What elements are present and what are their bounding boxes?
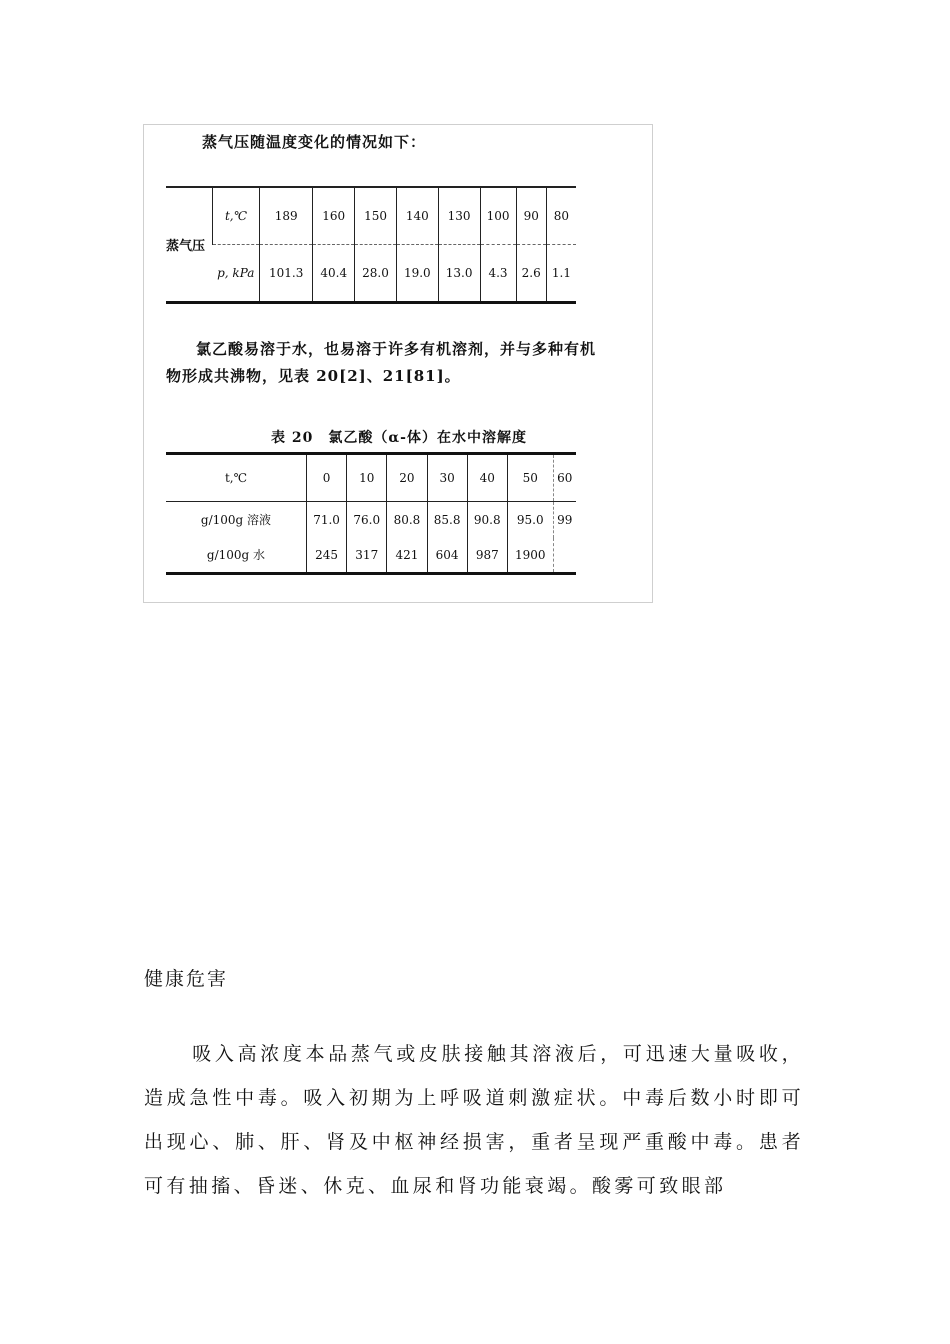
- header-cell: 50: [507, 454, 553, 502]
- table-row: [166, 245, 576, 303]
- table-cell: 40.4: [313, 245, 355, 303]
- table-cell: 28.0: [355, 245, 397, 303]
- table-cell: 80: [546, 187, 576, 245]
- table-cell: 245: [307, 538, 347, 574]
- header-cell: 10: [347, 454, 387, 502]
- vapor-pressure-table: [166, 186, 576, 304]
- table-row: [166, 538, 576, 574]
- table-header-row: [166, 454, 576, 502]
- table-cell: 101.3: [260, 245, 313, 303]
- table-cell: 160: [313, 187, 355, 245]
- section-body: [144, 1032, 804, 1208]
- vapor-group-label: 蒸气压: [166, 239, 206, 254]
- table-row: [166, 502, 576, 538]
- solubility-table: [166, 452, 576, 575]
- header-label: t,℃: [166, 454, 307, 502]
- header-cell: 60: [553, 454, 576, 502]
- row-label: t,℃: [213, 187, 260, 245]
- table-cell: 19.0: [396, 245, 438, 303]
- table-cell: 80.8: [387, 502, 427, 538]
- row-label: g/100g 水: [166, 538, 307, 574]
- table-cell: 76.0: [347, 502, 387, 538]
- table20-caption: 表 20 氯乙酸（α-体）在水中溶解度: [271, 430, 527, 446]
- table-cell: 95.0: [507, 502, 553, 538]
- header-cell: 20: [387, 454, 427, 502]
- table-cell: 90.8: [467, 502, 507, 538]
- table-cell: 2.6: [516, 245, 546, 303]
- row-label: p, kPa: [217, 266, 255, 280]
- table-cell: 4.3: [480, 245, 516, 303]
- table-row: [166, 187, 576, 245]
- table-cell: 604: [427, 538, 467, 574]
- table-cell: 90: [516, 187, 546, 245]
- table-cell: [553, 538, 576, 574]
- solubility-paragraph: 氯乙酸易溶于水，也易溶于许多有机溶剂，并与多种有机物形成共沸物，见表 20[2]、21[81]。: [166, 340, 597, 385]
- body-text: 吸入高浓度本品蒸气或皮肤接触其溶液后，可迅速大量吸收，造成急性中毒。吸入初期为上呼吸道刺激症状。中毒后数小时即可出现心、肺、肝、肾及中枢神经损害，重者呈现严重酸中毒。患者可有抽搐、昏迷、休克、血尿和肾功能衰竭。酸雾可致眼部: [144, 1043, 804, 1197]
- table-cell: 100: [480, 187, 516, 245]
- table-cell: 140: [396, 187, 438, 245]
- table-cell: 317: [347, 538, 387, 574]
- table-cell: 99: [553, 502, 576, 538]
- table-cell: 1900: [507, 538, 553, 574]
- table-cell: 987: [467, 538, 507, 574]
- section-heading: 健康危害: [144, 968, 229, 990]
- vapor-intro-text: 蒸气压随温度变化的情况如下：: [202, 133, 427, 151]
- row-label: g/100g 溶液: [200, 513, 272, 528]
- scanned-table-image: [143, 124, 653, 603]
- table-cell: 1.1: [546, 245, 576, 303]
- table-cell: 189: [260, 187, 313, 245]
- header-cell: 40: [467, 454, 507, 502]
- table-cell: 71.0: [307, 502, 347, 538]
- table-cell: 421: [387, 538, 427, 574]
- table-cell: 85.8: [427, 502, 467, 538]
- table-cell: 13.0: [438, 245, 480, 303]
- table-cell: 130: [438, 187, 480, 245]
- header-cell: 30: [427, 454, 467, 502]
- header-cell: 0: [307, 454, 347, 502]
- table-cell: 150: [355, 187, 397, 245]
